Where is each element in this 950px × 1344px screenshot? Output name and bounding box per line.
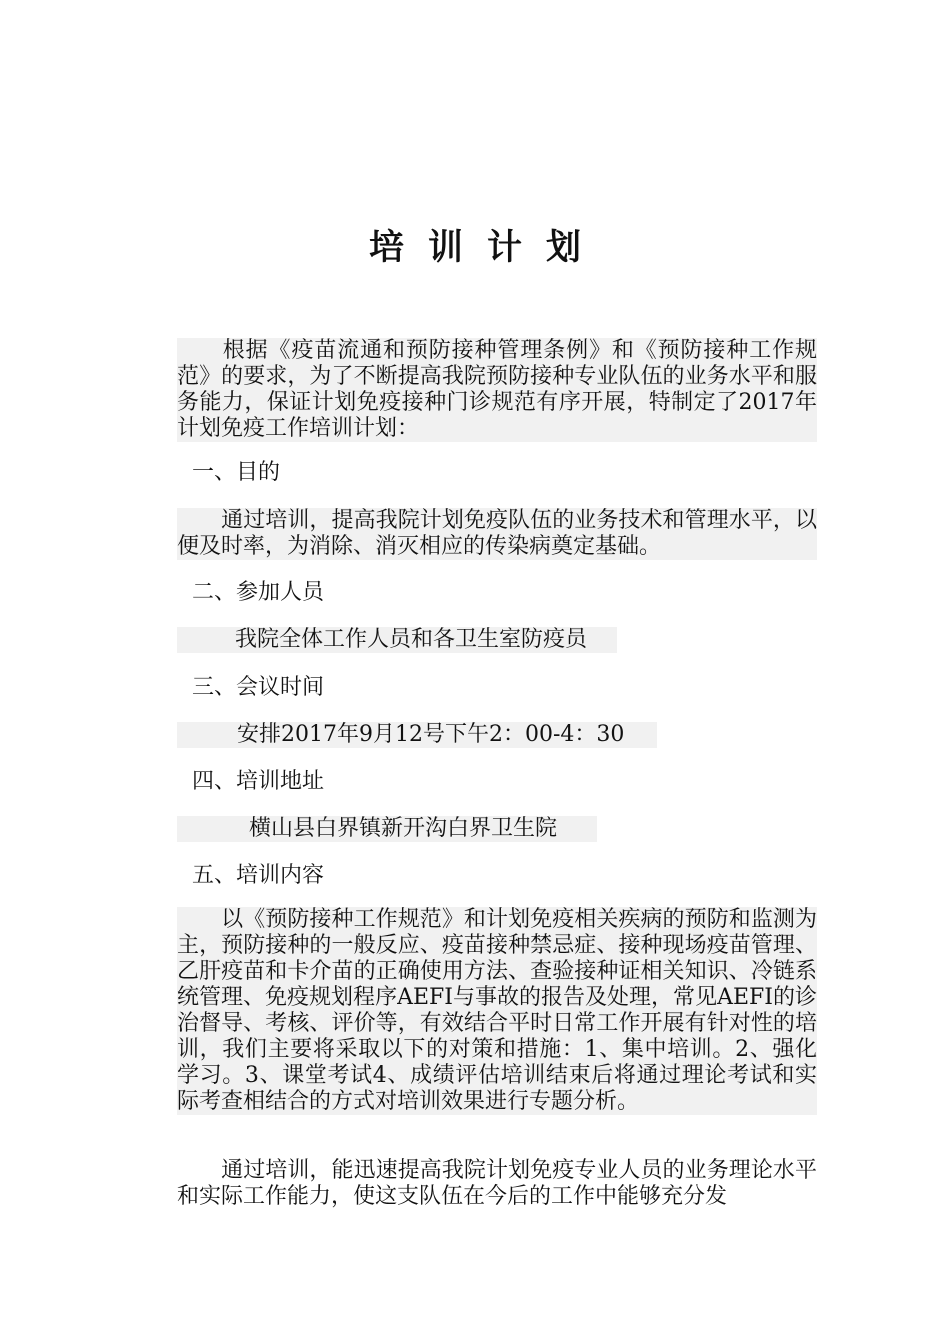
section-heading-time: 三、会议时间 (192, 675, 325, 700)
closing-paragraph: 通过培训，能迅速提高我院计划免疫专业人员的业务理论水平和实际工作能力，使这支队伍在今后的工作中能够充分发 (177, 1158, 817, 1209)
intro-paragraph: 根据《疫苗流通和预防接种管理条例》和《预防接种工作规范》的要求，为了不断提高我院预防接种专业队伍的业务水平和服务能力，保证计划免疫接种门诊规范有序开展，特制定了2017年计划免疫工作培训计划： (177, 338, 817, 441)
section-body-location: 横山县白界镇新开沟白界卫生院 (177, 816, 597, 842)
section-body-content: 以《预防接种工作规范》和计划免疫相关疾病的预防和监测为主，预防接种的一般反应、疫苗接种禁忌症、接种现场疫苗管理、乙肝疫苗和卡介苗的正确使用方法、查验接种证相关知识、冷链系统管理、免疫规划程序AEFI与事故的报告及处理，常见AEFI的诊治督导、考核、评价等，有效结合平时日常工作开展有针对性的培训，我们主要将采取以下的对策和措施：1、集中培训。2、强化学习。3、课堂考试4、成绩评估培训结束后将通过理论考试和实际考查相结合的方式对培训效果进行专题分析。 (177, 907, 817, 1114)
section-body-time: 安排2017年9月12号下午2：00-4：30 (177, 722, 657, 748)
section-heading-content: 五、培训内容 (192, 863, 325, 888)
section-heading-purpose: 一、目的 (192, 460, 281, 485)
document-title: 培训计划 (368, 227, 605, 268)
section-heading-location: 四、培训地址 (192, 769, 325, 794)
section-body-participants: 我院全体工作人员和各卫生室防疫员 (177, 627, 617, 653)
section-heading-participants: 二、参加人员 (192, 580, 325, 605)
section-body-purpose: 通过培训，提高我院计划免疫队伍的业务技术和管理水平，以便及时率，为消除、消灭相应的传染病奠定基础。 (177, 508, 817, 559)
